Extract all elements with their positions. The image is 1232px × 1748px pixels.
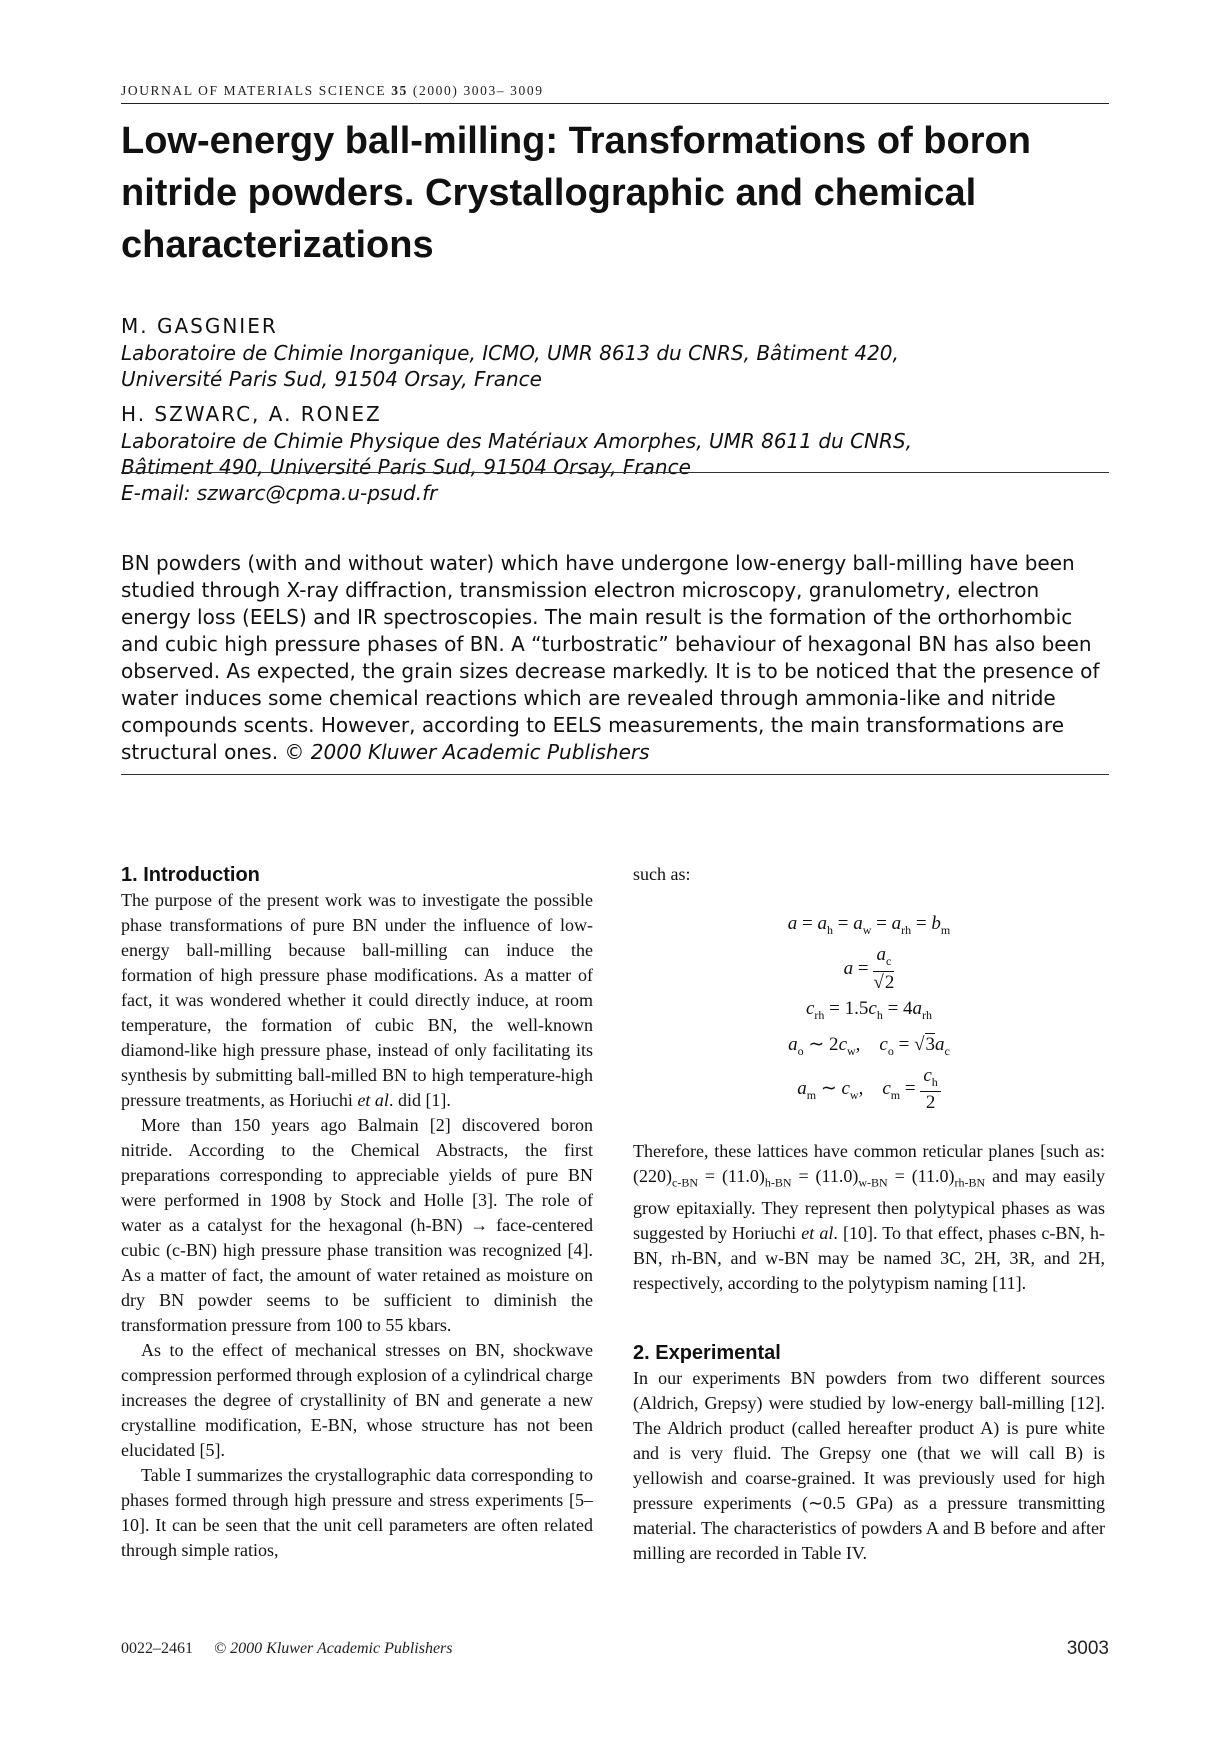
author-block-1 (121, 312, 1109, 392)
paragraph: In our experiments BN powders from two different sources (Aldrich, Grepsy) were studied by low-energy ball-milling [12]. The Aldrich product (called hereafter product A) is pure white and is very fluid. The Grepsy one (that we will call B) is yellowish and coarse-grained. It was previously used for high pressure experiments (∼0.5 GPa) as a pressure transmitting material. The characteristics of powders A and B before and after milling are recorded in Table IV. (633, 1367, 1105, 1563)
lattice-equations (633, 909, 1105, 1119)
affiliation-line: Bâtiment 490, Université Paris Sud, 91504 Orsay, France (121, 455, 691, 479)
journal-pages: 3003– 3009 (463, 83, 544, 98)
right-column (633, 862, 1105, 1566)
section-heading-experimental: 2. Experimental (633, 1341, 781, 1364)
paragraph: As to the effect of mechanical stresses on BN, shockwave compression performed through explosion of a cylindrical charge increases the degree of crystallinity of BN and generate a new crystalline modification, E-BN, whose structure has not been elucidated [5]. (121, 1340, 593, 1460)
abstract-top-rule (121, 472, 1109, 473)
journal-volume: 35 (391, 83, 408, 98)
page-number: 3003 (1066, 1638, 1109, 1659)
author-list (121, 312, 1109, 506)
author-names: M. GASGNIER (121, 314, 278, 338)
author-block-2 (121, 400, 1109, 506)
equation: $a = a_h = a_w = a_{rh} = b_m$ (787, 913, 951, 937)
equation: a = $\frac{a_c}{√2}$ (843, 944, 895, 993)
journal-year: (2000) (412, 83, 459, 98)
header-rule (121, 103, 1109, 104)
footer-copyright: © 2000 Kluwer Academic Publishers (214, 1640, 453, 1657)
paragraph: Table I summarizes the crystallographic data corresponding to phases formed through high pressure and stress experiments [5–10]. It can be seen that the unit cell parameters are often related through simple ratios, (121, 1465, 593, 1560)
equation: $c_{rh} = 1.5c_h = 4a_{rh}$ (805, 997, 933, 1022)
equation: $a_m$ ∼ $c_w$, $c_m$ = $\frac{c_h}{2}$ (633, 1065, 1105, 1119)
journal-name: JOURNAL OF MATERIALS SCIENCE (121, 83, 387, 98)
affiliation-line: Laboratoire de Chimie Inorganique, ICMO, UMR 8613 du CNRS, Bâtiment 420, (121, 341, 899, 365)
paragraph: More than 150 years ago Balmain [2] discovered boron nitride. According to the Chemical Abstracts, the first preparations corresponding to appreciable yields of pure BN were performed in 1908 by Stock and Holle [3]. The role of water as a catalyst for the hexagonal (h-BN) → face-centered cubic (c-BN) high pressure phase transition was recognized [4]. As a matter of fact, the amount of water retained as moisture on dry BN powder seems to be sufficient to diminish the transformation pressure from 100 to 55 kbars. (121, 1115, 593, 1335)
affiliation-line: Laboratoire de Chimie Physique des Matériaux Amorphes, UMR 8611 du CNRS, (121, 429, 912, 453)
abstract-text: BN powders (with and without water) which have undergone low-energy ball-milling have been studied through X-ray diffraction, transmission electron microscopy, granulometry, electron energy loss (EELS) and IR spectroscopies. The main result is the formation of the orthorhombic and cubic high pressure phases of BN. A “turbostratic” behaviour of hexagonal BN has also been observed. As expected, the grain sizes decrease markedly. It is to be noticed that the presence of water induces some chemical reactions which are revealed through ammonia-like and nitride compounds scents. However, according to EELS measurements, the main transformations are structural ones. (121, 551, 1100, 764)
author-email[interactable]: E-mail: szwarc@cpma.u-psud.fr (121, 481, 438, 505)
paragraph: The purpose of the present work was to investigate the possible phase transformations of pure BN under the influence of low-energy ball-milling because ball-milling can induce the formation of high pressure phase modifications. As a matter of fact, it was wondered whether it could directly induce, at room temperature, the formation of cubic BN, the well-known diamond-like high pressure phase, instead of only facilitating its synthesis by submitting ball-milled BN to high temperature-high pressure treatments, as Horiuchi et al. did [1]. (121, 890, 593, 1110)
affiliation-line: Université Paris Sud, 91504 Orsay, France (121, 367, 542, 391)
paragraph: such as: (633, 864, 691, 884)
left-column (121, 862, 593, 1563)
abstract-copyright: © 2000 Kluwer Academic Publishers (284, 740, 650, 764)
running-head (121, 83, 1109, 99)
abstract (121, 550, 1109, 766)
author-names: H. SZWARC, A. RONEZ (121, 402, 382, 426)
abstract-bottom-rule (121, 774, 1109, 775)
paper-title: Low-energy ball-milling: Transformations of boron nitride powders. Crystallographic and chemical characterizations (121, 120, 1031, 266)
equation: $a_o$ ∼ $2c_w$, $c_o = √3a_c$ (788, 1033, 950, 1058)
section-heading-introduction: 1. Introduction (121, 864, 260, 886)
paragraph: Therefore, these lattices have common reticular planes [such as: $(220)_{c-BN} = (11.0)_{h-BN} = (11.0)_{w-BN} = (11.0)_{rh-BN}$ and may easily grow epitaxially. They represent then polytypical phases as was suggested by Horiuchi et al. [10]. To that effect, phases c-BN, h-BN, rh-BN, and w-BN may be named 3C, 2H, 3R, and 2H, respectively, according to the polytypism naming [11]. (633, 1141, 1106, 1293)
paper-page (121, 0, 1109, 1748)
issn: 0022–2461 (121, 1640, 193, 1657)
